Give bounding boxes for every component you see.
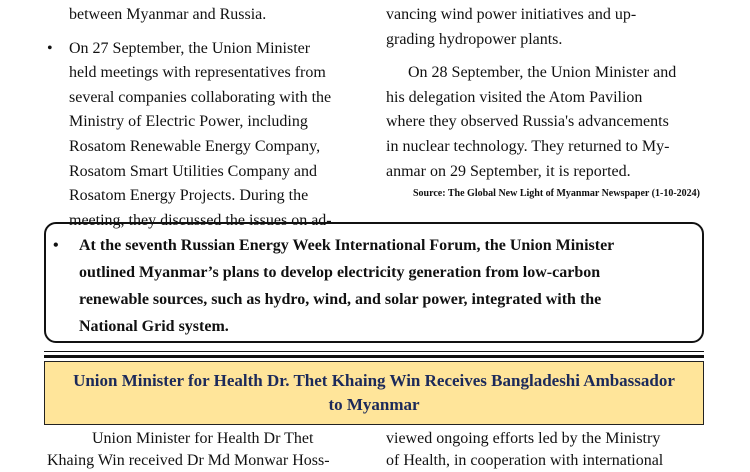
highlight-line: outlined Myanmar’s plans to develop electricity generation from low-carbon (79, 264, 601, 281)
bullet-icon: • (53, 237, 59, 254)
highlight-bullet (53, 232, 695, 340)
text-line: Rosatom Energy Projects. During the (69, 187, 309, 205)
text-line: meeting, they discussed the issues on ad- (69, 211, 332, 229)
right-column (386, 3, 699, 184)
text-line: his delegation visited the Atom Pavilion (386, 88, 643, 106)
text-line: anmar on 29 September, it is reported. (386, 162, 631, 180)
text-line: between Myanmar and Russia. (69, 6, 267, 23)
text-line: several companies collaborating with the (69, 88, 332, 106)
divider-thick (44, 355, 704, 358)
highlight-text (53, 232, 695, 340)
headline-line: Union Minister for Health Dr. Thet Khaing Win Receives Bangladeshi Ambassador (73, 371, 675, 390)
highlight-line: At the seventh Russian Energy Week International Forum, the Union Minister (79, 237, 615, 254)
text-line: vancing wind power initiatives and up- (386, 6, 637, 23)
text-line: in nuclear technology. They returned to My- (386, 137, 670, 155)
headline-line: to Myanmar (328, 395, 420, 414)
text-line: Union Minister for Health Dr Thet (92, 430, 314, 447)
text-line: Rosatom Smart Utilities Company and (69, 162, 317, 180)
article-headline (44, 361, 704, 425)
text-line: On 27 September, the Union Minister (69, 39, 311, 57)
divider-thin (44, 351, 704, 352)
left-column (47, 3, 362, 233)
text-line: viewed ongoing efforts led by the Ministry (386, 430, 661, 447)
source-credit: Source: The Global New Light of Myanmar Newspaper (1-10-2024) (412, 188, 700, 199)
text-line: Ministry of Electric Power, including (69, 113, 308, 131)
text-line: Khaing Win received Dr Md Monwar Hoss- (47, 452, 330, 469)
bottom-left-column (47, 428, 362, 472)
highlight-line: National Grid system. (79, 318, 229, 335)
bullet-item (47, 37, 362, 234)
bottom-right-column (386, 428, 699, 472)
text-line: grading hydropower plants. (386, 30, 563, 48)
text-line: On 28 September, the Union Minister and (408, 64, 677, 82)
text-line: where they observed Russia's advancements (386, 113, 669, 131)
bullet-icon: • (47, 39, 53, 57)
highlight-line: renewable sources, such as hydro, wind, and solar power, integrated with the (79, 291, 602, 308)
text-line: held meetings with representatives from (69, 64, 326, 82)
text-line: Rosatom Renewable Energy Company, (69, 137, 321, 155)
text-line: of Health, in cooperation with international (386, 452, 664, 469)
